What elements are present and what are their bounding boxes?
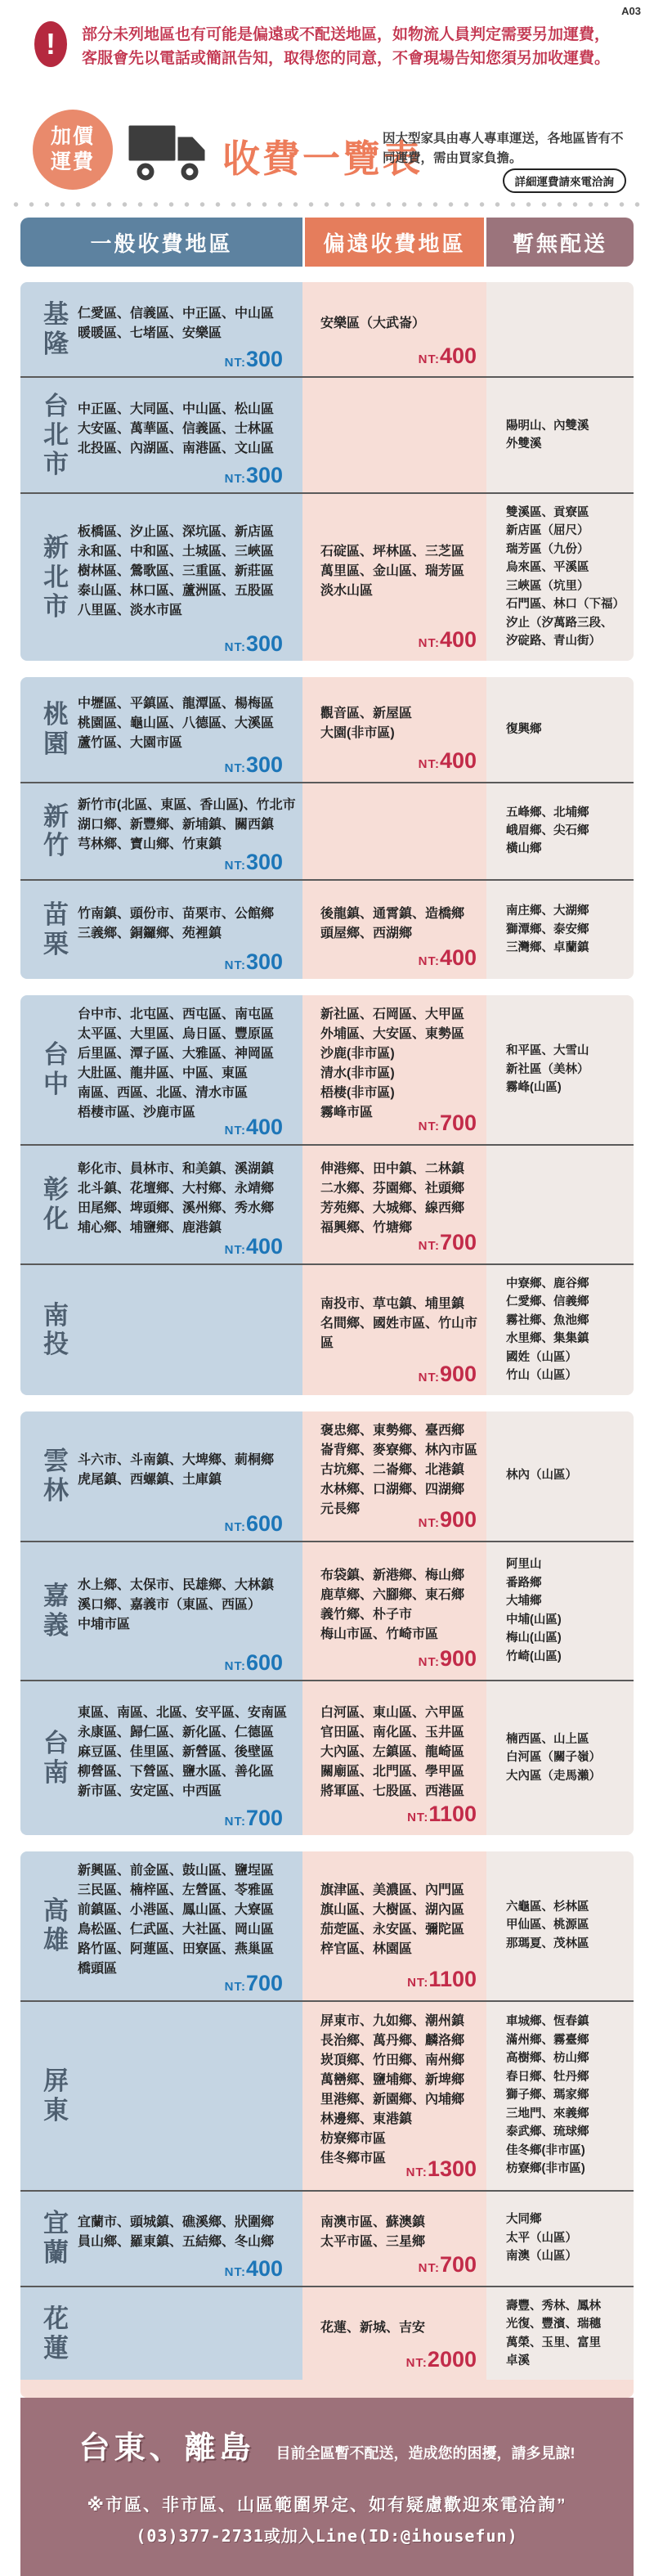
area-line: 水里鄉、集集鎮 bbox=[506, 1332, 589, 1346]
area-line: 將軍區、七股區、西港區 bbox=[320, 1784, 465, 1798]
surcharge-badge bbox=[33, 110, 113, 190]
region-row bbox=[20, 1411, 634, 1541]
cell-general bbox=[20, 1265, 302, 1395]
area-line: 壽豐、秀林、鳳林 bbox=[506, 2299, 601, 2313]
cell-remote bbox=[302, 1146, 486, 1263]
area-line: 竹南鎮、頭份市、苗栗市、公館鄉 bbox=[78, 906, 275, 921]
fee-block bbox=[20, 282, 634, 661]
area-line: 桃園區、龜山區、八德區、大溪區 bbox=[78, 716, 275, 730]
area-line: 觀音區、新屋區 bbox=[320, 706, 413, 720]
area-line: 南投市、草屯鎮、埔里鎮 bbox=[320, 1297, 465, 1312]
area-line: 埔心鄉、埔鹽鄉、鹿港鎮 bbox=[78, 1220, 222, 1235]
area-line: 大內區、左鎮區、龍崎區 bbox=[320, 1744, 465, 1759]
area-line: 獅子鄉、瑪家鄉 bbox=[506, 2089, 589, 2103]
region-label: 嘉 義 bbox=[43, 1581, 69, 1640]
region-row bbox=[20, 1851, 634, 2000]
area-line: 竹山（山區） bbox=[506, 1369, 577, 1383]
region-label: 彰 化 bbox=[43, 1175, 69, 1233]
area-line: 梅山(山區) bbox=[506, 1631, 562, 1645]
fee-table bbox=[20, 282, 634, 2398]
area-line: 路竹區、阿蓮區、田寮區、燕巢區 bbox=[78, 1941, 275, 1956]
area-line: 大肚區、龍井區、中區、東區 bbox=[78, 1066, 249, 1080]
area-line: 大內區（走馬瀨） bbox=[506, 1769, 601, 1783]
cell-remote bbox=[302, 995, 486, 1144]
area-line: 新社區、石岡區、大甲區 bbox=[320, 1007, 465, 1021]
title-band bbox=[33, 116, 626, 198]
area-line: 旗津區、美濃區、內門區 bbox=[320, 1883, 465, 1897]
cell-no-delivery bbox=[486, 1681, 634, 1835]
area-line: 復興鄉 bbox=[506, 722, 542, 736]
area-line: 太平市區、三星鄉 bbox=[320, 2235, 426, 2250]
region-row bbox=[20, 782, 634, 879]
region-row bbox=[20, 1541, 634, 1680]
cell-remote bbox=[302, 1542, 486, 1680]
area-line: 里港鄉、新園鄉、內埔鄉 bbox=[320, 2092, 465, 2107]
area-line: 高樹鄉、枋山鄉 bbox=[506, 2052, 589, 2066]
region-row bbox=[20, 879, 634, 979]
area-line: 二水鄉、芬園鄉、社頭鄉 bbox=[320, 1181, 465, 1196]
cell-no-delivery bbox=[486, 881, 634, 979]
page-title: 收費一覽表 bbox=[222, 137, 423, 180]
region-label: 花 蓮 bbox=[43, 2304, 69, 2363]
area-line: 汐止（汐萬路三段、 bbox=[506, 616, 613, 630]
area-line: 褒忠鄉、東勢鄉、臺西鄉 bbox=[320, 1423, 465, 1438]
area-line: 水上鄉、太保市、民雄鄉、大林鎮 bbox=[78, 1577, 275, 1592]
cell-no-delivery bbox=[486, 282, 634, 376]
cell-general bbox=[20, 1146, 302, 1263]
region-label: 基 隆 bbox=[43, 299, 69, 358]
area-line: 宜蘭市、頭城鎮、礁溪鄉、狀圍鄉 bbox=[78, 2215, 275, 2230]
area-line: 鳥松區、仁武區、大社區、岡山區 bbox=[78, 1922, 275, 1936]
area-line: 太平（山區） bbox=[506, 2231, 577, 2245]
area-line: 古坑鄉、二崙鄉、北港鎮 bbox=[320, 1462, 465, 1477]
cell-general bbox=[20, 783, 302, 879]
area-line: 茄萣區、永安區、彌陀區 bbox=[320, 1922, 465, 1936]
price-general: NT:400 bbox=[224, 1233, 283, 1259]
footer-subtitle: 目前全區暫不配送，造成您的困擾，請多見諒! bbox=[275, 2445, 576, 2462]
area-line: 橫山鄉 bbox=[506, 842, 542, 856]
price-remote: NT:2000 bbox=[405, 2346, 477, 2372]
price-remote: NT:1100 bbox=[407, 1802, 477, 1827]
area-line: 竹崎(山區) bbox=[506, 1649, 562, 1663]
cell-remote bbox=[302, 1265, 486, 1395]
area-line: 中埔市區 bbox=[78, 1617, 131, 1631]
area-line: 春日鄉、牡丹鄉 bbox=[506, 2070, 589, 2084]
cell-remote bbox=[302, 1411, 486, 1541]
area-line: 梅山市區、竹崎市區 bbox=[320, 1627, 439, 1641]
price-remote: NT:900 bbox=[418, 1646, 477, 1672]
area-line: 鹿草鄉、六腳鄉、東石鄉 bbox=[320, 1587, 465, 1602]
cell-no-delivery bbox=[486, 2192, 634, 2286]
area-line: 芳苑鄉、大城鄉、線西鄉 bbox=[320, 1200, 465, 1215]
region-label: 高 雄 bbox=[43, 1896, 69, 1954]
area-line: 旗山區、大樹區、湖內區 bbox=[320, 1902, 465, 1917]
area-line: 外雙溪 bbox=[506, 438, 542, 451]
cell-no-delivery bbox=[486, 677, 634, 782]
area-line: 新店區（屈尺） bbox=[506, 524, 589, 538]
area-line: 汐碇路、青山街） bbox=[506, 635, 601, 648]
area-line: 烏來區、平溪區 bbox=[506, 561, 589, 575]
price-general: NT:300 bbox=[224, 631, 283, 656]
area-line: 中埔(山區) bbox=[506, 1613, 562, 1627]
area-line: 那瑪夏、茂林區 bbox=[506, 1936, 589, 1950]
fee-block bbox=[20, 995, 634, 1395]
area-line: 峨眉鄉、尖石鄉 bbox=[506, 824, 589, 838]
area-line: 沙鹿(非市區) bbox=[320, 1046, 395, 1061]
cell-remote bbox=[302, 677, 486, 782]
area-line: 北斗鎮、花壇鄉、大村鄉、永靖鄉 bbox=[78, 1181, 275, 1196]
price-general: NT:700 bbox=[224, 1805, 283, 1830]
price-general: NT:400 bbox=[224, 2255, 283, 2281]
area-line: 屏東市、九如鄉、潮州鎮 bbox=[320, 2013, 465, 2028]
area-line: 南澳市區、蘇澳鎮 bbox=[320, 2215, 426, 2230]
cell-general bbox=[20, 1542, 302, 1680]
exclamation-icon: ! bbox=[34, 21, 67, 67]
footer-top-row bbox=[40, 2422, 614, 2467]
cell-no-delivery bbox=[486, 995, 634, 1144]
cell-no-delivery bbox=[486, 494, 634, 661]
area-line: 新興區、前金區、鼓山區、鹽埕區 bbox=[78, 1863, 275, 1878]
area-line: 楠西區、山上區 bbox=[506, 1732, 589, 1746]
area-line: 樹林區、鶯歌區、三重區、新莊區 bbox=[78, 563, 275, 578]
area-line: 三義鄉、銅鑼鄉、苑裡鎮 bbox=[78, 926, 222, 940]
region-row bbox=[20, 282, 634, 376]
area-line: 義竹鄉、朴子市 bbox=[320, 1607, 413, 1622]
area-line: 仁愛區、信義區、中正區、中山區 bbox=[78, 306, 275, 321]
cell-general bbox=[20, 677, 302, 782]
area-line: 南庄鄉、大湖鄉 bbox=[506, 904, 589, 918]
area-line: 北投區、內湖區、南港區、文山區 bbox=[78, 442, 275, 456]
price-remote: NT:400 bbox=[418, 627, 477, 653]
region-label: 苗 栗 bbox=[43, 900, 69, 958]
area-line: 滿州鄉、霧臺鄉 bbox=[506, 2033, 589, 2047]
area-line: 五峰鄉、北埔鄉 bbox=[506, 806, 589, 819]
area-line: 芎林鄉、寶山鄉、竹東鎮 bbox=[78, 837, 222, 852]
area-line: 三灣鄉、卓蘭鎮 bbox=[506, 940, 589, 954]
area-line: 永和區、中和區、土城區、三峽區 bbox=[78, 544, 275, 559]
area-line: 柳營區、下營區、鹽水區、善化區 bbox=[78, 1764, 275, 1779]
cell-no-delivery bbox=[486, 2287, 634, 2381]
column-header-general: 一般收費地區 bbox=[20, 218, 302, 267]
price-remote: NT:700 bbox=[418, 2252, 477, 2278]
price-remote: NT:900 bbox=[418, 1362, 477, 1387]
truck-icon bbox=[124, 118, 216, 192]
region-row bbox=[20, 1144, 634, 1263]
region-label: 雲 林 bbox=[43, 1446, 69, 1505]
area-line: 溪口鄉、嘉義市（東區、西區） bbox=[78, 1597, 262, 1612]
area-line: 泰山區、林口區、蘆洲區、五股區 bbox=[78, 583, 275, 598]
cell-no-delivery bbox=[486, 1411, 634, 1541]
cell-general bbox=[20, 494, 302, 661]
area-line: 大安區、萬華區、信義區、士林區 bbox=[78, 422, 275, 436]
area-line: 後龍鎮、通霄鎮、造橋鄉 bbox=[320, 906, 465, 921]
warning-banner bbox=[34, 21, 623, 71]
cell-no-delivery bbox=[486, 783, 634, 879]
region-row bbox=[20, 1263, 634, 1395]
price-remote: NT:400 bbox=[418, 748, 477, 774]
cell-general bbox=[20, 1411, 302, 1541]
area-line: 中正區、大同區、中山區、松山區 bbox=[78, 402, 275, 416]
area-line: 卓溪 bbox=[506, 2354, 530, 2367]
price-remote: NT:400 bbox=[418, 343, 477, 368]
column-header-remote: 偏遠收費地區 bbox=[302, 218, 486, 267]
call-for-details-pill: 詳細運費請來電洽詢 bbox=[503, 168, 627, 193]
region-label: 南 投 bbox=[43, 1300, 69, 1359]
area-line: 泰武鄉、琉球鄉 bbox=[506, 2125, 589, 2139]
cell-no-delivery bbox=[486, 378, 634, 492]
area-line: 頭屋鄉、西湖鄉 bbox=[320, 926, 413, 940]
region-label: 台 南 bbox=[43, 1728, 69, 1787]
area-line: 阿里山 bbox=[506, 1558, 542, 1572]
cell-remote bbox=[302, 2192, 486, 2286]
area-line: 元長鄉 bbox=[320, 1501, 361, 1516]
cell-no-delivery bbox=[486, 2002, 634, 2190]
area-line: 林內（山區） bbox=[506, 1469, 577, 1483]
price-remote: NT:900 bbox=[418, 1507, 477, 1533]
cell-general bbox=[20, 2192, 302, 2286]
price-general: NT:300 bbox=[224, 347, 283, 371]
area-line: 陽明山、內雙溪 bbox=[506, 419, 589, 433]
cell-remote bbox=[302, 282, 486, 376]
surcharge-badge-line1: 加價 bbox=[50, 124, 95, 148]
area-line: 霧峰市區 bbox=[320, 1105, 374, 1120]
price-general: NT:600 bbox=[224, 1649, 283, 1675]
area-line: 仁愛鄉、信義鄉 bbox=[506, 1295, 589, 1309]
price-general: NT:300 bbox=[224, 752, 283, 777]
price-general: NT:300 bbox=[224, 849, 283, 874]
price-general: NT:700 bbox=[224, 1970, 283, 1995]
area-line: 布袋鎮、新港鄉、梅山鄉 bbox=[320, 1568, 465, 1582]
column-header-bar bbox=[20, 218, 634, 267]
cell-general bbox=[20, 2287, 302, 2381]
cell-remote bbox=[302, 378, 486, 492]
region-label: 台 北 市 bbox=[43, 391, 69, 478]
area-line: 麻豆區、佳里區、新營區、後壁區 bbox=[78, 1744, 275, 1759]
area-line: 前鎮區、小港區、鳳山區、大寮區 bbox=[78, 1902, 275, 1917]
area-line: 中壢區、平鎮區、龍潭區、楊梅區 bbox=[78, 696, 275, 711]
region-row bbox=[20, 492, 634, 661]
price-general: NT:400 bbox=[224, 1114, 283, 1139]
cell-remote bbox=[302, 1851, 486, 2000]
cell-remote bbox=[302, 2002, 486, 2190]
footer-note: ※市區、非市區、山區範圍界定、如有疑慮歡迎來電洽詢” bbox=[87, 2496, 567, 2515]
area-line: 枋寮鄉(非市區) bbox=[506, 2162, 585, 2176]
cell-general bbox=[20, 995, 302, 1144]
area-line: 萬里區、金山區、瑞芳區 bbox=[320, 563, 465, 578]
fee-description: 因大型家具由專人專車運送，各地區皆有不同運費，需由買家負擔。 bbox=[383, 132, 624, 166]
area-line: 新竹市(北區、東區、香山區)、竹北市 bbox=[78, 798, 296, 813]
area-line: 蘆竹區、大園市區 bbox=[78, 735, 183, 750]
area-line: 官田區、南化區、玉井區 bbox=[320, 1725, 465, 1739]
region-row bbox=[20, 2000, 634, 2190]
pink-strip bbox=[20, 2380, 634, 2398]
area-line: 林邊鄉、東港鎮 bbox=[320, 2112, 413, 2126]
area-line: 萬榮、玉里、富里 bbox=[506, 2336, 601, 2349]
price-remote: NT:1300 bbox=[405, 2156, 477, 2182]
cell-no-delivery bbox=[486, 1851, 634, 2000]
area-line: 福興鄉、竹塘鄉 bbox=[320, 1220, 413, 1235]
area-line: 暖暖區、七堵區、安樂區 bbox=[78, 325, 222, 340]
area-line: 車城鄉、恆春鎮 bbox=[506, 2015, 589, 2029]
region-row bbox=[20, 2286, 634, 2381]
region-label: 新 竹 bbox=[43, 801, 69, 860]
area-line: 大同鄉 bbox=[506, 2213, 542, 2227]
area-line: 新市區、安定區、中西區 bbox=[78, 1784, 222, 1798]
area-line: 外埔區、大安區、東勢區 bbox=[320, 1026, 465, 1041]
footer bbox=[20, 2398, 634, 2576]
footer-title: 台東、離島 bbox=[78, 2431, 255, 2466]
area-line: 清水(非市區) bbox=[320, 1066, 395, 1080]
fee-block bbox=[20, 1411, 634, 1835]
cell-remote bbox=[302, 1681, 486, 1835]
area-line: 伸港鄉、田中鎮、二林鎮 bbox=[320, 1161, 465, 1176]
region-row bbox=[20, 677, 634, 782]
region-label: 桃 園 bbox=[43, 700, 69, 758]
area-line: 甲仙區、桃源區 bbox=[506, 1919, 589, 1932]
cell-no-delivery bbox=[486, 1265, 634, 1395]
cell-general bbox=[20, 378, 302, 492]
cell-no-delivery bbox=[486, 1146, 634, 1263]
area-line: 八里區、淡水市區 bbox=[78, 603, 183, 617]
poster-header bbox=[0, 0, 654, 282]
area-line: 萬巒鄉、鹽埔鄉、新埤鄉 bbox=[320, 2072, 465, 2087]
area-line: 白河區（關子嶺） bbox=[506, 1751, 601, 1765]
area-line: 石門區、林口（下福） bbox=[506, 598, 625, 612]
area-line: 梧棲市區、沙鹿市區 bbox=[78, 1105, 196, 1120]
area-line: 田尾鄉、埤頭鄉、溪州鄉、秀水鄉 bbox=[78, 1200, 275, 1215]
area-line: 后里區、潭子區、大雅區、神岡區 bbox=[78, 1046, 275, 1061]
warning-text: 部分未列地區也有可能是偏遠或不配送地區，如物流人員判定需要另加運費，客服會先以電話或簡訊告知，取得您的同意，不會現場告知您須另加收運費。 bbox=[82, 26, 611, 68]
price-general: NT:600 bbox=[224, 1510, 283, 1536]
area-line: 三民區、楠梓區、左營區、苓雅區 bbox=[78, 1883, 275, 1897]
area-line: 三地門、來義鄉 bbox=[506, 2107, 589, 2120]
area-line: 斗六市、斗南鎮、大埤鄉、莿桐鄉 bbox=[78, 1452, 275, 1467]
area-line: 員山鄉、羅東鎮、五結鄉、冬山鄉 bbox=[78, 2235, 275, 2250]
area-line: 安樂區（大武崙） bbox=[320, 316, 426, 330]
area-line: 光復、豐濱、瑞穗 bbox=[506, 2318, 601, 2331]
price-general: NT:300 bbox=[224, 949, 283, 974]
area-line: 獅潭鄉、泰安鄉 bbox=[506, 922, 589, 936]
surcharge-badge-line2: 運費 bbox=[50, 150, 95, 173]
area-line: 梧棲(非市區) bbox=[320, 1085, 395, 1100]
area-line: 淡水山區 bbox=[320, 583, 374, 598]
area-line: 台中市、北屯區、西屯區、南屯區 bbox=[78, 1007, 275, 1021]
price-remote: NT:700 bbox=[418, 1230, 477, 1255]
region-label: 宜 蘭 bbox=[43, 2209, 69, 2268]
region-row bbox=[20, 2190, 634, 2286]
area-line: 石碇區、坪林區、三芝區 bbox=[320, 544, 465, 559]
region-label: 屏 東 bbox=[43, 2066, 69, 2125]
area-line: 彰化市、員林市、和美鎮、溪湖鎮 bbox=[78, 1161, 275, 1176]
area-line: 霧社鄉、魚池鄉 bbox=[506, 1313, 589, 1327]
region-row bbox=[20, 376, 634, 492]
area-line: 大埔鄉 bbox=[506, 1595, 542, 1609]
area-line: 南澳（山區） bbox=[506, 2250, 577, 2264]
cell-remote bbox=[302, 494, 486, 661]
area-line: 關廟區、北門區、學甲區 bbox=[320, 1764, 465, 1779]
area-line: 番路鄉 bbox=[506, 1576, 542, 1590]
region-label: 台 中 bbox=[43, 1040, 69, 1098]
area-line: 中寮鄉、鹿谷鄉 bbox=[506, 1277, 589, 1290]
page-code: A03 bbox=[621, 5, 641, 17]
price-remote: NT:1100 bbox=[407, 1967, 477, 1992]
area-line: 永康區、歸仁區、新化區、仁德區 bbox=[78, 1725, 275, 1739]
area-line: 六龜區、杉林區 bbox=[506, 1900, 589, 1914]
area-line: 梓官區、林園區 bbox=[320, 1941, 413, 1956]
area-line: 國姓（山區） bbox=[506, 1350, 577, 1364]
region-label: 新 北 市 bbox=[43, 533, 69, 621]
general-areas bbox=[73, 2287, 302, 2381]
cell-remote bbox=[302, 881, 486, 979]
area-line: 水林鄉、口湖鄉、四湖鄉 bbox=[320, 1482, 465, 1497]
region-row bbox=[20, 995, 634, 1144]
area-line: 南區、西區、北區、清水市區 bbox=[78, 1085, 249, 1100]
cell-general bbox=[20, 282, 302, 376]
area-line: 瑞芳區（九份） bbox=[506, 542, 589, 556]
price-remote: NT:400 bbox=[418, 945, 477, 971]
area-line: 三峽區（坑里） bbox=[506, 579, 589, 593]
region-row bbox=[20, 1680, 634, 1835]
area-line: 枋寮鄉市區 bbox=[320, 2131, 387, 2146]
general-areas bbox=[73, 1265, 302, 1395]
general-areas bbox=[73, 2002, 302, 2190]
area-line: 霧峰(山區) bbox=[506, 1080, 562, 1094]
area-line: 佳冬鄉市區 bbox=[320, 2151, 387, 2165]
area-line: 崁頂鄉、竹田鄉、南州鄉 bbox=[320, 2053, 465, 2067]
area-line: 橋頭區 bbox=[78, 1961, 118, 1976]
fee-block bbox=[20, 677, 634, 979]
area-line: 虎尾鎮、西螺鎮、土庫鎮 bbox=[78, 1472, 222, 1487]
cell-general bbox=[20, 881, 302, 979]
footer-contact: (03)377-2731或加入Line(ID:@ihousefun) bbox=[136, 2526, 518, 2547]
dotted-divider bbox=[8, 201, 646, 208]
price-remote: NT:700 bbox=[418, 1111, 477, 1136]
area-line: 花蓮、新城、吉安 bbox=[320, 2320, 426, 2335]
area-line: 新社區（美林） bbox=[506, 1062, 589, 1076]
cell-general bbox=[20, 1851, 302, 2000]
area-line: 佳冬鄉(非市區) bbox=[506, 2143, 585, 2157]
cell-general bbox=[20, 1681, 302, 1835]
price-general: NT:300 bbox=[224, 463, 283, 487]
fee-block bbox=[20, 1851, 634, 2399]
column-header-no-delivery: 暫無配送 bbox=[486, 218, 634, 267]
area-line: 名間鄉、國姓市區、竹山市區 bbox=[320, 1317, 478, 1351]
area-line: 和平區、大雪山 bbox=[506, 1044, 589, 1058]
area-line: 大園(非市區) bbox=[320, 725, 395, 740]
area-line: 板橋區、汐止區、深坑區、新店區 bbox=[78, 524, 275, 539]
area-line: 雙溪區、貢寮區 bbox=[506, 506, 589, 519]
area-line: 太平區、大里區、烏日區、豐原區 bbox=[78, 1026, 275, 1041]
area-line: 湖口鄉、新豐鄉、新埔鎮、關西鎮 bbox=[78, 818, 275, 832]
area-line: 東區、南區、北區、安平區、安南區 bbox=[78, 1705, 288, 1720]
area-line: 長治鄉、萬丹鄉、麟洛鄉 bbox=[320, 2033, 465, 2048]
area-line: 白河區、東山區、六甲區 bbox=[320, 1705, 465, 1720]
cell-general bbox=[20, 2002, 302, 2190]
cell-remote bbox=[302, 783, 486, 879]
area-line: 崙背鄉、麥寮鄉、林內市區 bbox=[320, 1443, 478, 1457]
cell-remote bbox=[302, 2287, 486, 2381]
cell-no-delivery bbox=[486, 1542, 634, 1680]
